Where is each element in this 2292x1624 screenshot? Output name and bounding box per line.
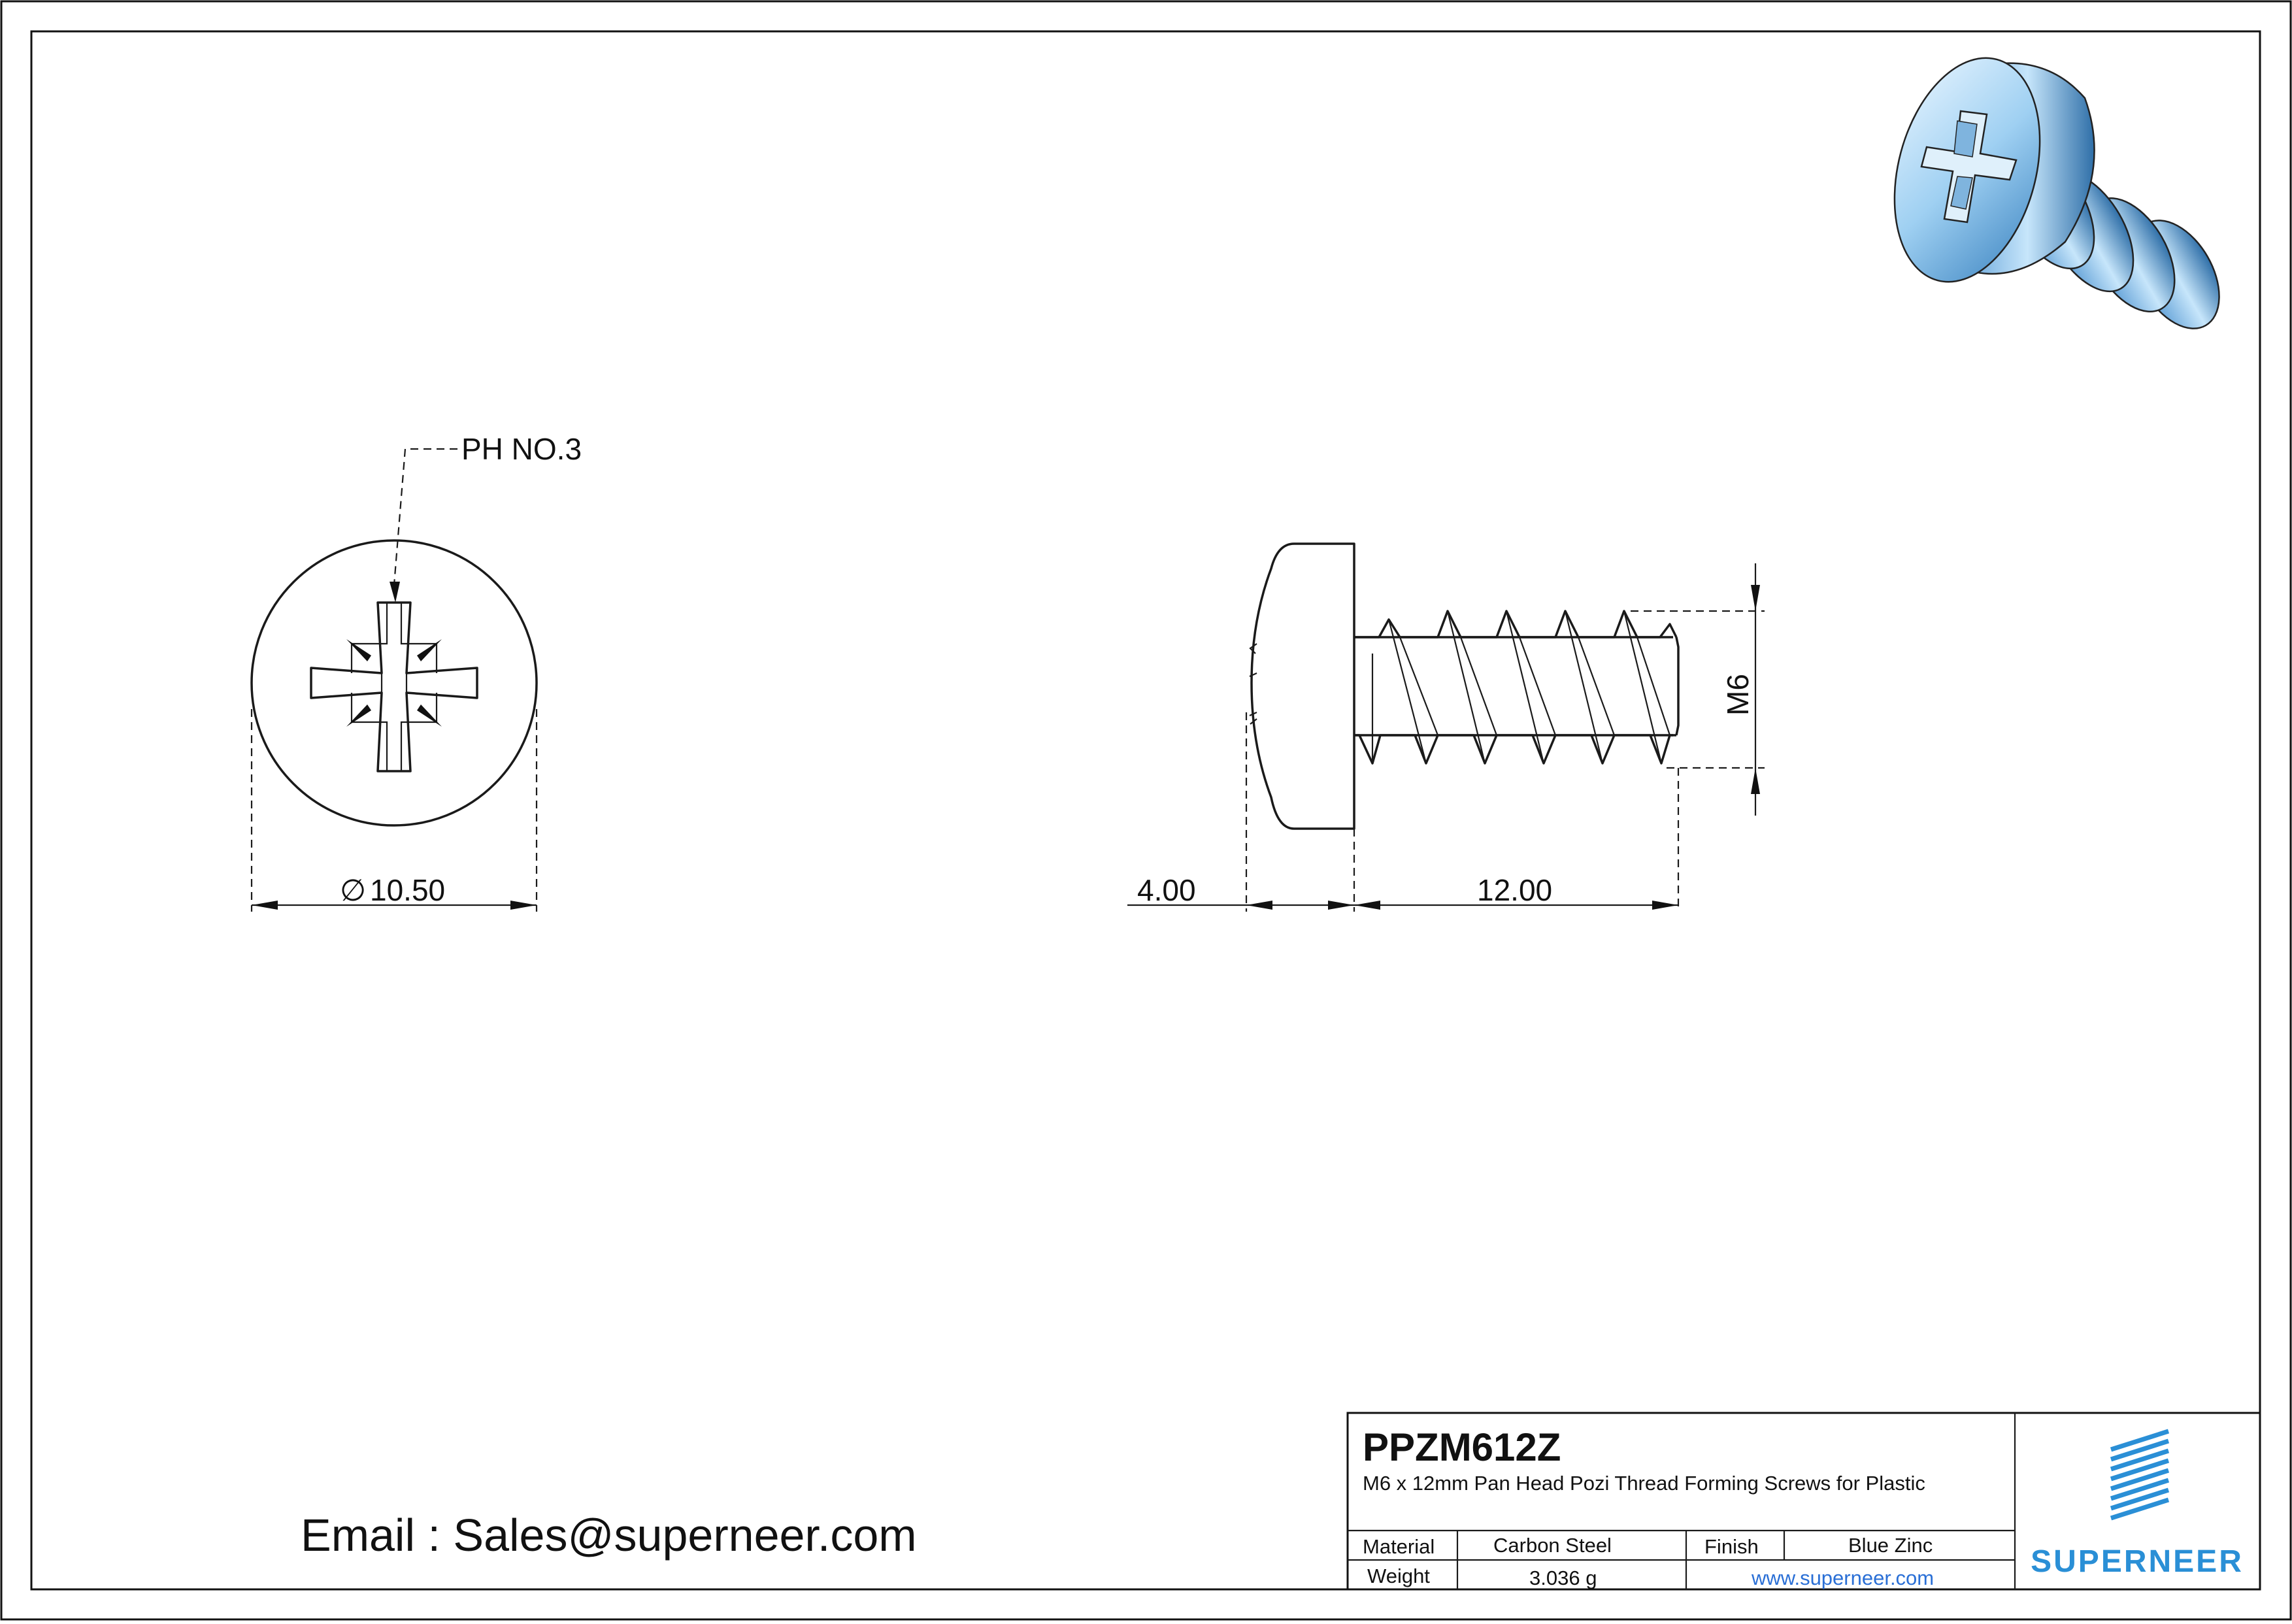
- pozi-recess: [311, 603, 477, 771]
- finish-value: Blue Zinc: [1848, 1534, 1933, 1557]
- screw-tip: [1676, 637, 1678, 735]
- head-height-value: 4.00: [1137, 873, 1196, 907]
- email-contact: Email : Sales@superneer.com: [301, 1510, 917, 1561]
- material-label: Material: [1363, 1535, 1435, 1558]
- material-value: Carbon Steel: [1493, 1534, 1612, 1557]
- drive-leader: [394, 449, 457, 585]
- side-view: [1127, 544, 1765, 912]
- weight-value: 3.036 g: [1529, 1566, 1597, 1589]
- thread-bottom: [1354, 735, 1676, 763]
- diameter-value: 10.50: [370, 873, 446, 907]
- pozi-tick: [346, 639, 371, 661]
- part-description: M6 x 12mm Pan Head Pozi Thread Forming Screws for Plastic: [1363, 1472, 1925, 1495]
- drive-callout: PH NO.3: [461, 432, 582, 466]
- pan-head: [1252, 544, 1354, 829]
- finish-label: Finish: [1704, 1535, 1759, 1558]
- thread-size: M6: [1721, 674, 1755, 716]
- brand-name: SUPERNEER: [2031, 1544, 2244, 1579]
- diameter-symbol: ∅: [340, 873, 367, 907]
- website-link[interactable]: www.superneer.com: [1752, 1566, 1935, 1589]
- title-block: [1348, 1413, 2260, 1589]
- part-number: PPZM612Z: [1363, 1425, 1561, 1469]
- screw-3d-render: [1871, 42, 2236, 344]
- pozi-tick: [417, 704, 442, 727]
- head-top-view: [252, 432, 582, 912]
- thread-top: [1354, 611, 1676, 637]
- length-value: 12.00: [1477, 873, 1553, 907]
- weight-label: Weight: [1367, 1565, 1430, 1587]
- pozi-tick: [417, 639, 442, 661]
- pozi-tick: [346, 704, 371, 727]
